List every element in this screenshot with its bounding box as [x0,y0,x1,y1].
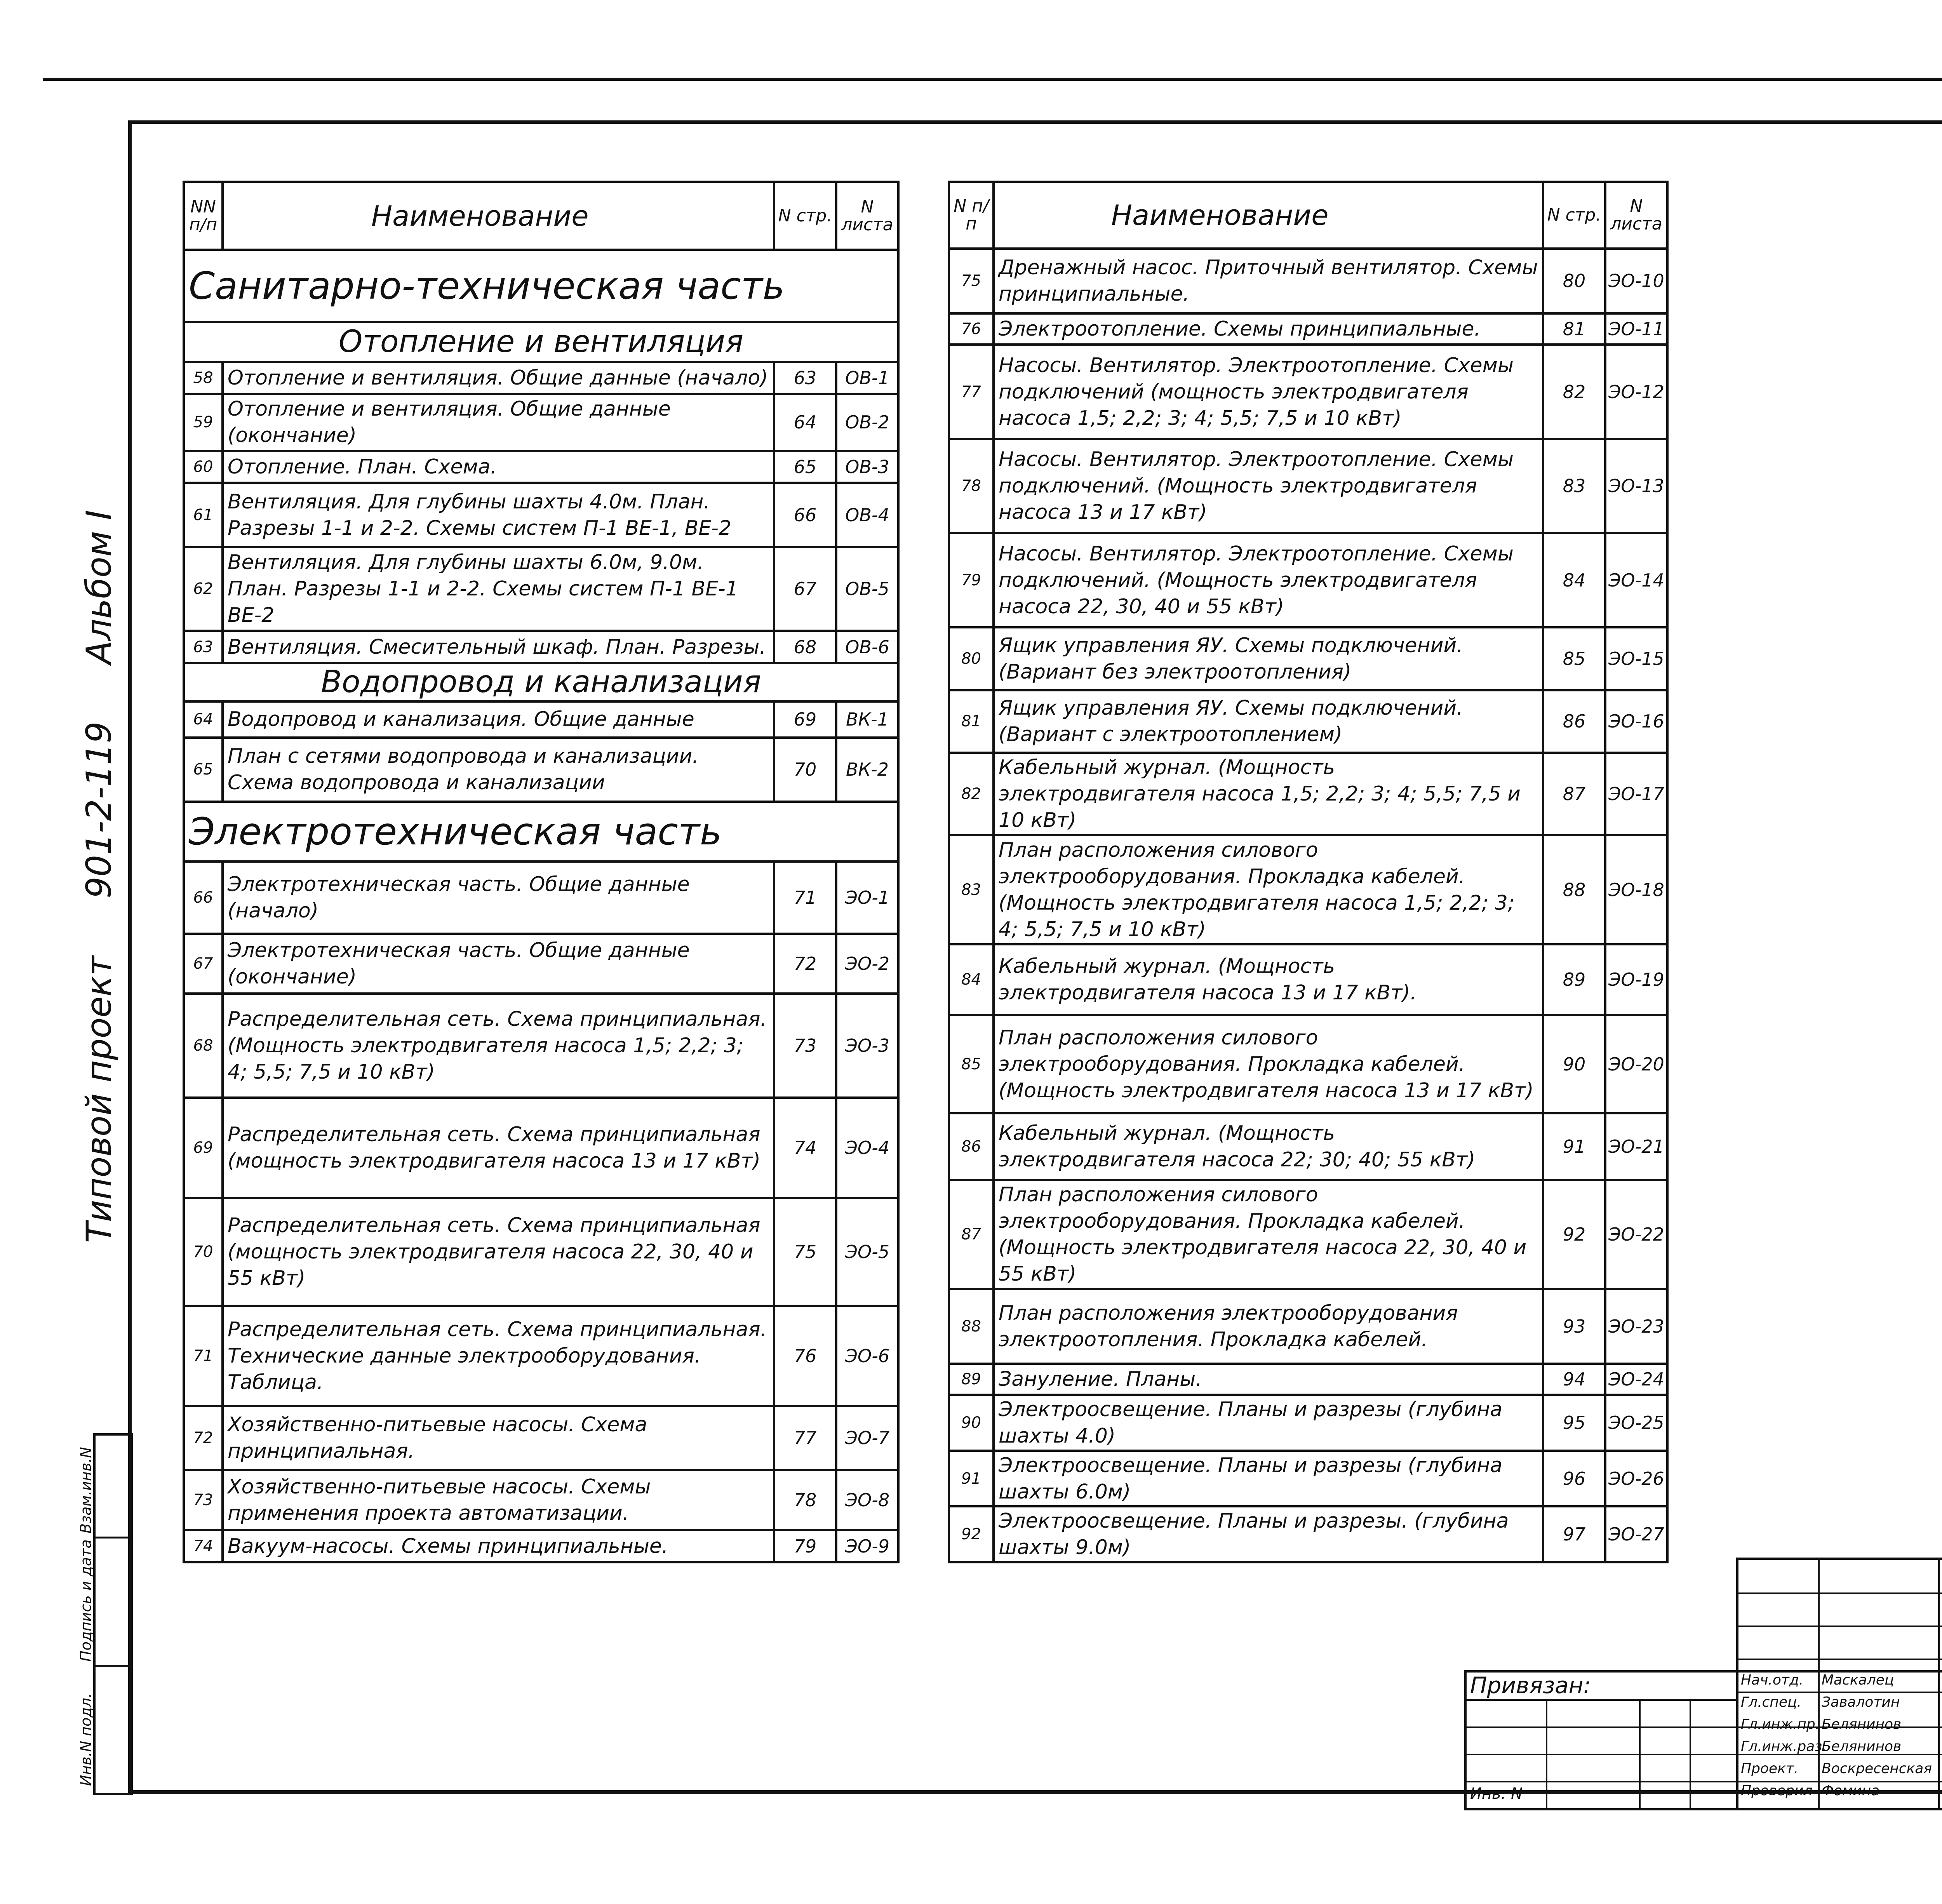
tb-bound: Привязан: [1470,1672,1591,1699]
table-row [949,627,1667,690]
sheet-cell: ЭО-1 [836,861,898,934]
title-cell: Электроосвещение. Планы и разрезы. (глубина шахты 9.0м) [994,1506,1543,1562]
table-row [949,439,1667,533]
header-name: Наименование [223,182,774,250]
side-stamp-text: Инв.N подл. [77,1693,94,1786]
page-cell: 93 [1543,1289,1605,1364]
sheet-cell: ВК-2 [836,738,898,802]
title-cell: Вентиляция. Для глубины шахты 4.0м. План. Разрезы 1-1 и 2-2. Схемы систем П-1 ВЕ-1, ВЕ-2 [223,483,774,547]
sheet-cell: ОВ-6 [836,631,898,663]
side-stamp-cell [77,1665,131,1789]
sheet-cell: ЭО-15 [1605,627,1667,690]
sheet-cell: ЭО-21 [1605,1113,1667,1180]
table-row [949,753,1667,835]
sheet-cell: ЭО-19 [1605,944,1667,1015]
section-title: Санитарно-техническая часть [184,250,898,322]
sheet-cell: ОВ-2 [836,394,898,451]
sheet-cell: ЭО-3 [836,994,898,1098]
num-cell: 80 [949,627,994,690]
sheet-cell: ЭО-10 [1605,249,1667,313]
title-cell: Электротехническая часть. Общие данные (начало) [223,861,774,934]
table-row [949,533,1667,627]
title-cell: Кабельный журнал. (Мощность электродвигателя насоса 1,5; 2,2; 3; 4; 5,5; 7,5 и 10 кВт) [994,753,1543,835]
subsection-title: Водопровод и канализация [184,663,898,701]
page-cell: 94 [1543,1364,1605,1395]
page-cell: 72 [774,934,836,994]
num-cell: 82 [949,753,994,835]
page-cell: 95 [1543,1395,1605,1450]
num-cell: 61 [184,483,223,547]
table-header [184,182,898,250]
page-cell: 89 [1543,944,1605,1015]
title-cell: Отопление и вентиляция. Общие данные (окончание) [223,394,774,451]
header-page: N стр. [1543,182,1605,249]
page-cell: 82 [1543,345,1605,439]
tb-person: Маскалец [1822,1672,1894,1688]
title-cell: Хозяйственно-питьевые насосы. Схемы применения проекта автоматизации. [223,1470,774,1530]
table-row [184,1098,898,1198]
title-cell: Зануление. Планы. [994,1364,1543,1395]
subsection-title: Отопление и вентиляция [184,322,898,362]
sheet-cell: ЭО-22 [1605,1180,1667,1289]
tb-inv: Инв. N [1470,1785,1523,1803]
sheet-cell: ЭО-9 [836,1530,898,1562]
page-cell: 80 [1543,249,1605,313]
page-cell: 96 [1543,1451,1605,1506]
num-cell: 68 [184,994,223,1098]
table-row [184,994,898,1098]
title-cell: Электроосвещение. Планы и разрезы (глубина шахты 4.0) [994,1395,1543,1450]
num-cell: 63 [184,631,223,663]
table-row [184,1530,898,1562]
title-cell: План с сетями водопровода и канализации. Схема водопровода и канализации [223,738,774,802]
table-row [949,313,1667,345]
num-cell: 74 [184,1530,223,1562]
table-row [184,1306,898,1406]
num-cell: 69 [184,1098,223,1198]
table-row [184,1198,898,1306]
header-sheet: N листа [1605,182,1667,249]
table-row [184,738,898,802]
page-cell: 92 [1543,1180,1605,1289]
tb-person: Воскресенская [1822,1761,1932,1777]
contents-table-left [183,181,900,1563]
title-cell: Ящик управления ЯУ. Схемы подключений. (Вариант с электроотоплением) [994,690,1543,753]
contents-table-right [948,181,1669,1563]
header-name: Наименование [994,182,1543,249]
tb-role: Нач.отд. [1741,1672,1804,1688]
header-num: N п/п [949,182,994,249]
num-cell: 84 [949,944,994,1015]
table-row [949,1289,1667,1364]
sheet-cell: ЭО-7 [836,1406,898,1470]
table-row [949,1395,1667,1450]
title-cell: План расположения силового электрооборудования. Прокладка кабелей. (Мощность электродвигателя насоса 22, 30, 40 и 55 кВт) [994,1180,1543,1289]
table-row [184,483,898,547]
tb-role: Гл.инж.пр. [1741,1716,1820,1732]
tb-role: Проверил [1741,1783,1813,1799]
title-cell: Распределительная сеть. Схема принципиальная. (Мощность электродвигателя насоса 1,5; 2,2; 3; 4; 5,5; 7,5 и 10 кВт) [223,994,774,1098]
table-row [949,1113,1667,1180]
table-row [184,701,898,738]
sheet-cell: ЭО-27 [1605,1506,1667,1562]
title-cell: Хозяйственно-питьевые насосы. Схема принципиальная. [223,1406,774,1470]
page-cell: 63 [774,362,836,394]
num-cell: 88 [949,1289,994,1364]
side-title-code: 901-2-119 [79,721,119,899]
page-cell: 85 [1543,627,1605,690]
title-cell: Водопровод и канализация. Общие данные [223,701,774,738]
num-cell: 75 [949,249,994,313]
table-row [949,1180,1667,1289]
title-cell: План расположения силового электрооборудования. Прокладка кабелей. (Мощность электродвигателя насоса 13 и 17 кВт) [994,1015,1543,1113]
table-header [949,182,1667,249]
sheet-cell: ЭО-16 [1605,690,1667,753]
header-sheet: N листа [836,182,898,250]
sheet-cell: ЭО-11 [1605,313,1667,345]
table-row [184,1406,898,1470]
side-stamp-text: Подпись и дата [77,1539,94,1662]
table-row [184,1470,898,1530]
title-cell: Вентиляция. Для глубины шахты 6.0м, 9.0м. План. Разрезы 1-1 и 2-2. Схемы систем П-1 ВЕ-1 ВЕ-2 [223,547,774,631]
sheet-cell: ЭО-25 [1605,1395,1667,1450]
side-stamp-cell [77,1436,131,1539]
page-cell: 73 [774,994,836,1098]
title-cell: Вентиляция. Смесительный шкаф. План. Разрезы. [223,631,774,663]
page-cell: 77 [774,1406,836,1470]
sheet-cell: ЭО-24 [1605,1364,1667,1395]
page-cell: 81 [1543,313,1605,345]
table-row [184,547,898,631]
page-cell: 91 [1543,1113,1605,1180]
num-cell: 83 [949,835,994,944]
title-cell: План расположения силового электрооборудования. Прокладка кабелей. (Мощность электродвигателя насоса 1,5; 2,2; 3; 4; 5,5; 7,5 и 10 кВт) [994,835,1543,944]
title-cell: Распределительная сеть. Схема принципиальная (мощность электродвигателя насоса 13 и 17 кВт) [223,1098,774,1198]
title-cell: Распределительная сеть. Схема принципиальная (мощность электродвигателя насоса 22, 30, 40 и 55 кВт) [223,1198,774,1306]
table-row [184,451,898,483]
page-cell: 68 [774,631,836,663]
sheet-cell: ЭО-2 [836,934,898,994]
side-title-album: Альбом I [79,510,119,664]
num-cell: 73 [184,1470,223,1530]
page-cell: 79 [774,1530,836,1562]
sheet-cell: ОВ-1 [836,362,898,394]
num-cell: 86 [949,1113,994,1180]
sheet-cell: ЭО-23 [1605,1289,1667,1364]
title-cell: Кабельный журнал. (Мощность электродвигателя насоса 22; 30; 40; 55 кВт) [994,1113,1543,1180]
table-row [949,1451,1667,1506]
table-row [184,934,898,994]
sheet-cell: ЭО-20 [1605,1015,1667,1113]
side-stamp-text: Взам.инв.N [77,1447,94,1533]
page-cell: 78 [774,1470,836,1530]
side-title-project: Типовой проект [79,956,119,1243]
page-cell: 70 [774,738,836,802]
sheet-cell: ЭО-14 [1605,533,1667,627]
num-cell: 76 [949,313,994,345]
sheet-cell: ЭО-18 [1605,835,1667,944]
num-cell: 66 [184,861,223,934]
title-cell: Отопление и вентиляция. Общие данные (начало) [223,362,774,394]
title-cell: План расположения электрооборудования электроотопления. Прокладка кабелей. [994,1289,1543,1364]
page-cell: 74 [774,1098,836,1198]
page-cell: 75 [774,1198,836,1306]
table-row [949,690,1667,753]
side-stamp [77,1433,133,1795]
num-cell: 77 [949,345,994,439]
title-cell: Электроотопление. Схемы принципиальные. [994,313,1543,345]
sheet-cell: ВК-1 [836,701,898,738]
title-cell: Насосы. Вентилятор. Электроотопление. Схемы подключений. (Мощность электродвигателя насоса 22, 30, 40 и 55 кВт) [994,533,1543,627]
page-cell: 90 [1543,1015,1605,1113]
tb-role: Гл.спец. [1741,1694,1801,1710]
num-cell: 72 [184,1406,223,1470]
num-cell: 85 [949,1015,994,1113]
num-cell: 60 [184,451,223,483]
num-cell: 81 [949,690,994,753]
num-cell: 67 [184,934,223,994]
sheet-cell: ЭО-26 [1605,1451,1667,1506]
num-cell: 87 [949,1180,994,1289]
side-title [78,194,120,1243]
title-cell: Кабельный журнал. (Мощность электродвигателя насоса 13 и 17 кВт). [994,944,1543,1015]
header-num: NN п/п [184,182,223,250]
num-cell: 58 [184,362,223,394]
tb-person: Белянинов [1822,1716,1902,1732]
num-cell: 90 [949,1395,994,1450]
table-row [949,1015,1667,1113]
table-row [949,1364,1667,1395]
page-cell: 86 [1543,690,1605,753]
tb-person: Фомина [1822,1783,1880,1799]
table-row [184,394,898,451]
page-cell: 65 [774,451,836,483]
sheet-cell: ОВ-5 [836,547,898,631]
sheet-cell: ЭО-4 [836,1098,898,1198]
tb-role: Проект. [1741,1761,1799,1777]
table-row [184,861,898,934]
num-cell: 78 [949,439,994,533]
tb-person: Завалотин [1822,1694,1900,1710]
sheet-cell: ЭО-17 [1605,753,1667,835]
title-cell: Насосы. Вентилятор. Электроотопление. Схемы подключений (мощность электродвигателя насоса 1,5; 2,2; 3; 4; 5,5; 7,5 и 10 кВт) [994,345,1543,439]
sheet-cell: ОВ-3 [836,451,898,483]
page-cell: 67 [774,547,836,631]
num-cell: 65 [184,738,223,802]
title-block [1464,1558,1942,1810]
table-row [949,944,1667,1015]
page-cell: 83 [1543,439,1605,533]
sheet-cell: ЭО-13 [1605,439,1667,533]
sheet-cell: ЭО-5 [836,1198,898,1306]
page-cell: 71 [774,861,836,934]
tb-person: Белянинов [1822,1739,1902,1754]
title-cell: Дренажный насос. Приточный вентилятор. Схемы принципиальные. [994,249,1543,313]
sheet-cell: ЭО-8 [836,1470,898,1530]
page-cell: 88 [1543,835,1605,944]
title-cell: Отопление. План. Схема. [223,451,774,483]
num-cell: 62 [184,547,223,631]
num-cell: 91 [949,1451,994,1506]
side-stamp-cell [77,1537,131,1667]
table-row [949,345,1667,439]
section-sanitary [184,250,898,322]
title-cell: Насосы. Вентилятор. Электроотопление. Схемы подключений. (Мощность электродвигателя насоса 13 и 17 кВт) [994,439,1543,533]
num-cell: 89 [949,1364,994,1395]
header-page: N стр. [774,182,836,250]
table-row [184,631,898,663]
num-cell: 79 [949,533,994,627]
title-cell: Вакуум-насосы. Схемы принципиальные. [223,1530,774,1562]
sheet-cell: ЭО-6 [836,1306,898,1406]
page-cell: 69 [774,701,836,738]
table-row [949,835,1667,944]
page-cell: 97 [1543,1506,1605,1562]
table-row [949,249,1667,313]
sheet-cell: ЭО-12 [1605,345,1667,439]
title-cell: Электроосвещение. Планы и разрезы (глубина шахты 6.0м) [994,1451,1543,1506]
section-title: Электротехническая часть [184,802,898,862]
title-cell: Распределительная сеть. Схема принципиальная. Технические данные электрооборудования. Таблица. [223,1306,774,1406]
section-heating [184,322,898,362]
page-cell: 66 [774,483,836,547]
tb-role: Гл.инж.раз. [1741,1739,1827,1754]
page-cell: 84 [1543,533,1605,627]
num-cell: 71 [184,1306,223,1406]
title-cell: Электротехническая часть. Общие данные (окончание) [223,934,774,994]
num-cell: 92 [949,1506,994,1562]
section-electrical [184,802,898,862]
page-cell: 76 [774,1306,836,1406]
sheet-cell: ОВ-4 [836,483,898,547]
section-water [184,663,898,701]
num-cell: 70 [184,1198,223,1306]
num-cell: 59 [184,394,223,451]
num-cell: 64 [184,701,223,738]
title-cell: Ящик управления ЯУ. Схемы подключений. (Вариант без электроотопления) [994,627,1543,690]
table-row [184,362,898,394]
table-row [949,1506,1667,1562]
page-cell: 87 [1543,753,1605,835]
page-cell: 64 [774,394,836,451]
